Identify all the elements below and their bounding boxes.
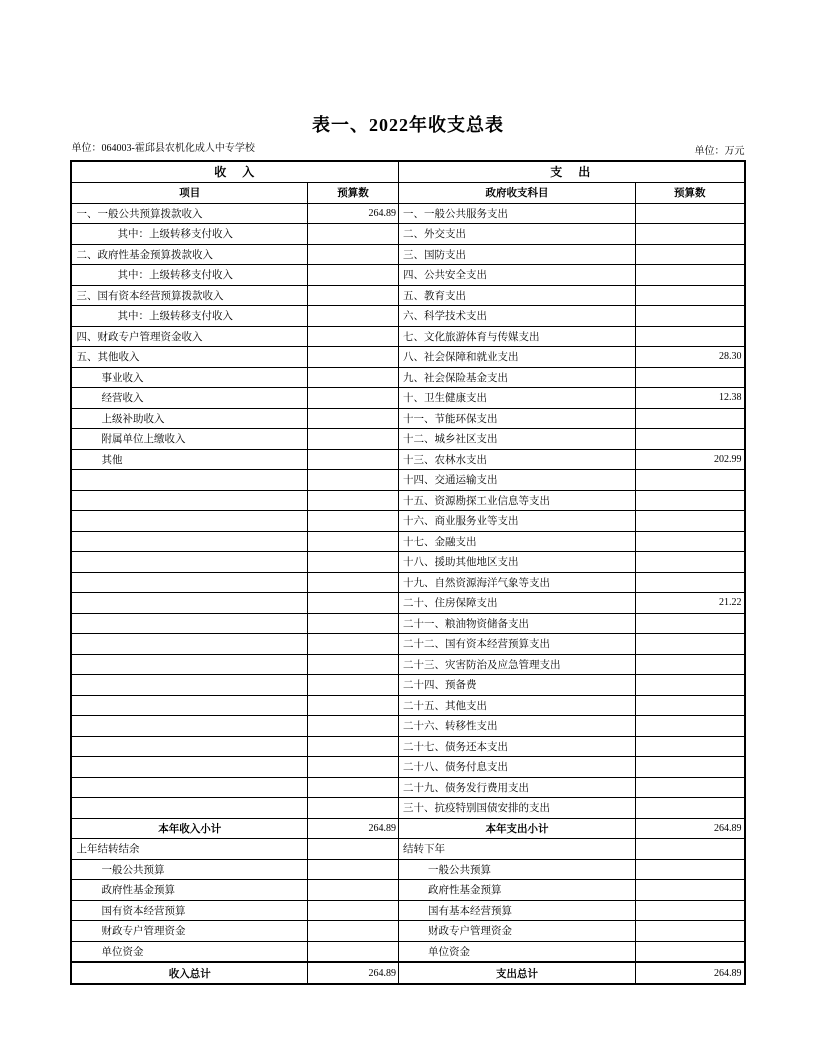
expense-item-cell: 十六、商业服务业等支出 <box>399 511 636 532</box>
income-budget-cell <box>307 634 398 655</box>
income-budget-cell <box>307 388 398 409</box>
income-budget-cell: 264.89 <box>307 963 398 984</box>
expense-item-cell: 五、教育支出 <box>399 285 636 306</box>
income-item-cell: 其中：上级转移支付收入 <box>71 265 307 286</box>
expense-item-cell: 二十、住房保障支出 <box>399 593 636 614</box>
income-item-cell: 三、国有资本经营预算拨款收入 <box>71 285 307 306</box>
expense-item-cell: 本年支出小计 <box>399 818 636 839</box>
table-row <box>71 613 744 634</box>
income-budget-cell <box>307 695 398 716</box>
income-budget-cell <box>307 285 398 306</box>
expense-item-cell: 二十一、粮油物资储备支出 <box>399 613 636 634</box>
expense-budget-cell <box>636 285 745 306</box>
income-budget-cell <box>307 921 398 942</box>
income-item-cell <box>71 777 307 798</box>
expense-item-cell: 二十六、转移性支出 <box>399 716 636 737</box>
income-budget-cell <box>307 675 398 696</box>
income-item-cell: 上年结转结余 <box>71 839 307 860</box>
table-row <box>71 634 744 655</box>
expense-budget-cell <box>636 265 745 286</box>
expense-budget-cell: 202.99 <box>636 449 745 470</box>
expense-item-header: 政府收支科目 <box>399 182 636 203</box>
expense-item-cell: 十八、援助其他地区支出 <box>399 552 636 573</box>
expense-budget-cell <box>636 798 745 819</box>
income-budget-cell <box>307 470 398 491</box>
expense-item-cell: 三十、抗疫特别国债安排的支出 <box>399 798 636 819</box>
income-item-cell: 收入总计 <box>71 963 307 984</box>
income-item-cell: 其中：上级转移支付收入 <box>71 224 307 245</box>
income-budget-cell <box>307 716 398 737</box>
income-budget-cell <box>307 511 398 532</box>
expense-budget-header: 预算数 <box>636 182 745 203</box>
expense-item-cell: 二十八、债务付息支出 <box>399 757 636 778</box>
income-item-cell: 政府性基金预算 <box>71 880 307 901</box>
expense-item-cell: 二十七、债务还本支出 <box>399 736 636 757</box>
income-section-header: 收 入 <box>71 161 398 182</box>
income-item-cell: 四、财政专户管理资金收入 <box>71 326 307 347</box>
income-item-cell <box>71 490 307 511</box>
expense-item-cell: 财政专户管理资金 <box>399 921 636 942</box>
expense-item-cell: 十、卫生健康支出 <box>399 388 636 409</box>
income-item-cell: 一般公共预算 <box>71 859 307 880</box>
expense-budget-cell <box>636 716 745 737</box>
expense-item-cell: 二十九、债务发行费用支出 <box>399 777 636 798</box>
income-budget-cell <box>307 900 398 921</box>
income-budget-cell <box>307 224 398 245</box>
expense-budget-cell <box>636 613 745 634</box>
table-row <box>71 408 744 429</box>
expense-budget-cell <box>636 490 745 511</box>
section-header-row <box>71 161 744 182</box>
column-header-row <box>71 182 744 203</box>
expense-budget-cell <box>636 736 745 757</box>
income-budget-cell <box>307 408 398 429</box>
table-row <box>71 203 744 224</box>
expense-item-cell: 十七、金融支出 <box>399 531 636 552</box>
expense-item-cell: 结转下年 <box>399 839 636 860</box>
expense-budget-cell <box>636 224 745 245</box>
expense-budget-cell: 12.38 <box>636 388 745 409</box>
expense-budget-cell <box>636 326 745 347</box>
income-budget-cell <box>307 654 398 675</box>
income-item-cell: 经营收入 <box>71 388 307 409</box>
expense-budget-cell <box>636 777 745 798</box>
income-budget-cell <box>307 552 398 573</box>
income-item-cell <box>71 613 307 634</box>
expense-item-cell: 十一、节能环保支出 <box>399 408 636 429</box>
budget-table <box>70 160 745 985</box>
expense-item-cell: 二十三、灾害防治及应急管理支出 <box>399 654 636 675</box>
expense-item-cell: 一般公共预算 <box>399 859 636 880</box>
income-budget-cell <box>307 449 398 470</box>
income-item-cell <box>71 511 307 532</box>
income-budget-cell <box>307 880 398 901</box>
table-row <box>71 798 744 819</box>
income-item-cell: 事业收入 <box>71 367 307 388</box>
expense-section-header: 支 出 <box>399 161 745 182</box>
table-row <box>71 429 744 450</box>
expense-budget-cell: 264.89 <box>636 963 745 984</box>
table-row <box>71 572 744 593</box>
expense-budget-cell <box>636 654 745 675</box>
income-item-cell: 其他 <box>71 449 307 470</box>
expense-budget-cell <box>636 552 745 573</box>
expense-item-cell: 二十四、预备费 <box>399 675 636 696</box>
table-row <box>71 839 744 860</box>
income-budget-cell: 264.89 <box>307 818 398 839</box>
expense-item-cell: 四、公共安全支出 <box>399 265 636 286</box>
income-budget-cell <box>307 265 398 286</box>
expense-budget-cell <box>636 429 745 450</box>
expense-budget-cell <box>636 921 745 942</box>
expense-budget-cell <box>636 203 745 224</box>
unit-measure: 单位：万元 <box>694 146 745 157</box>
expense-budget-cell <box>636 634 745 655</box>
expense-budget-cell <box>636 367 745 388</box>
table-row <box>71 306 744 327</box>
income-budget-cell <box>307 593 398 614</box>
table-row <box>71 326 744 347</box>
income-budget-cell <box>307 429 398 450</box>
expense-budget-cell <box>636 511 745 532</box>
income-budget-cell <box>307 306 398 327</box>
expense-budget-cell <box>636 695 745 716</box>
table-row <box>71 736 744 757</box>
expense-item-cell: 一、一般公共服务支出 <box>399 203 636 224</box>
table-row <box>71 367 744 388</box>
expense-budget-cell <box>636 244 745 265</box>
table-row <box>71 675 744 696</box>
income-item-cell <box>71 716 307 737</box>
income-budget-cell <box>307 613 398 634</box>
income-item-cell: 上级补助收入 <box>71 408 307 429</box>
table-row <box>71 593 744 614</box>
table-row <box>71 265 744 286</box>
expense-item-cell: 支出总计 <box>399 963 636 984</box>
income-item-cell <box>71 695 307 716</box>
table-row <box>71 531 744 552</box>
income-item-cell: 单位资金 <box>71 941 307 962</box>
income-item-cell <box>71 798 307 819</box>
income-item-cell: 附属单位上缴收入 <box>71 429 307 450</box>
expense-item-cell: 二十五、其他支出 <box>399 695 636 716</box>
expense-item-cell: 十四、交通运输支出 <box>399 470 636 491</box>
expense-item-cell: 二十二、国有资本经营预算支出 <box>399 634 636 655</box>
expense-item-cell: 十九、自然资源海洋气象等支出 <box>399 572 636 593</box>
table-row <box>71 654 744 675</box>
expense-budget-cell <box>636 859 745 880</box>
income-item-cell <box>71 675 307 696</box>
table-row <box>71 511 744 532</box>
page-title: 表一、2022年收支总表 <box>312 115 504 135</box>
expense-budget-cell <box>636 839 745 860</box>
income-budget-cell <box>307 798 398 819</box>
income-budget-cell <box>307 531 398 552</box>
income-budget-cell <box>307 347 398 368</box>
table-row <box>71 695 744 716</box>
expense-item-cell: 政府性基金预算 <box>399 880 636 901</box>
table-row <box>71 490 744 511</box>
table-row <box>71 757 744 778</box>
income-item-cell <box>71 757 307 778</box>
expense-budget-cell <box>636 572 745 593</box>
expense-budget-cell <box>636 531 745 552</box>
expense-item-cell: 八、社会保障和就业支出 <box>399 347 636 368</box>
income-item-cell <box>71 572 307 593</box>
table-row <box>71 921 744 942</box>
income-budget-cell <box>307 777 398 798</box>
income-budget-cell <box>307 572 398 593</box>
table-body <box>71 203 744 984</box>
table-row <box>71 449 744 470</box>
expense-budget-cell <box>636 757 745 778</box>
table-row <box>71 347 744 368</box>
expense-item-cell: 三、国防支出 <box>399 244 636 265</box>
table-row <box>71 859 744 880</box>
income-item-cell: 本年收入小计 <box>71 818 307 839</box>
income-item-cell <box>71 593 307 614</box>
table-row <box>71 880 744 901</box>
expense-budget-cell <box>636 675 745 696</box>
income-budget-cell <box>307 941 398 962</box>
income-item-cell: 其中：上级转移支付收入 <box>71 306 307 327</box>
income-item-cell <box>71 654 307 675</box>
expense-item-cell: 二、外交支出 <box>399 224 636 245</box>
table-row <box>71 963 744 984</box>
income-item-cell: 国有资本经营预算 <box>71 900 307 921</box>
table-row <box>71 716 744 737</box>
expense-item-cell: 九、社会保险基金支出 <box>399 367 636 388</box>
table-row <box>71 470 744 491</box>
income-budget-cell <box>307 757 398 778</box>
income-budget-cell <box>307 490 398 511</box>
table-row <box>71 900 744 921</box>
income-item-header: 项目 <box>71 182 307 203</box>
income-item-cell <box>71 634 307 655</box>
income-budget-cell <box>307 244 398 265</box>
expense-budget-cell: 21.22 <box>636 593 745 614</box>
expense-budget-cell <box>636 941 745 962</box>
income-item-cell: 五、其他收入 <box>71 347 307 368</box>
table-row <box>71 244 744 265</box>
table-row <box>71 777 744 798</box>
income-budget-cell: 264.89 <box>307 203 398 224</box>
income-item-cell: 二、政府性基金预算拨款收入 <box>71 244 307 265</box>
expense-item-cell: 单位资金 <box>399 941 636 962</box>
table-row <box>71 941 744 962</box>
table-row <box>71 285 744 306</box>
expense-budget-cell <box>636 306 745 327</box>
table-row <box>71 224 744 245</box>
expense-item-cell: 国有基本经营预算 <box>399 900 636 921</box>
table-row <box>71 388 744 409</box>
expense-item-cell: 十二、城乡社区支出 <box>399 429 636 450</box>
income-budget-header: 预算数 <box>307 182 398 203</box>
unit-info: 单位：064003-霍邱县农机化成人中专学校 <box>71 143 255 154</box>
income-item-cell <box>71 552 307 573</box>
expense-budget-cell: 28.30 <box>636 347 745 368</box>
expense-item-cell: 十三、农林水支出 <box>399 449 636 470</box>
income-item-cell <box>71 736 307 757</box>
income-budget-cell <box>307 326 398 347</box>
income-item-cell: 一、一般公共预算拨款收入 <box>71 203 307 224</box>
income-item-cell <box>71 531 307 552</box>
expense-budget-cell <box>636 470 745 491</box>
income-item-cell: 财政专户管理资金 <box>71 921 307 942</box>
expense-item-cell: 七、文化旅游体育与传媒支出 <box>399 326 636 347</box>
income-budget-cell <box>307 736 398 757</box>
income-budget-cell <box>307 859 398 880</box>
table-row <box>71 818 744 839</box>
income-budget-cell <box>307 367 398 388</box>
expense-budget-cell <box>636 880 745 901</box>
expense-item-cell: 六、科学技术支出 <box>399 306 636 327</box>
income-item-cell <box>71 470 307 491</box>
expense-budget-cell <box>636 408 745 429</box>
expense-item-cell: 十五、资源勘探工业信息等支出 <box>399 490 636 511</box>
expense-budget-cell: 264.89 <box>636 818 745 839</box>
table-row <box>71 552 744 573</box>
unit-info-row <box>72 142 745 155</box>
income-budget-cell <box>307 839 398 860</box>
expense-budget-cell <box>636 900 745 921</box>
